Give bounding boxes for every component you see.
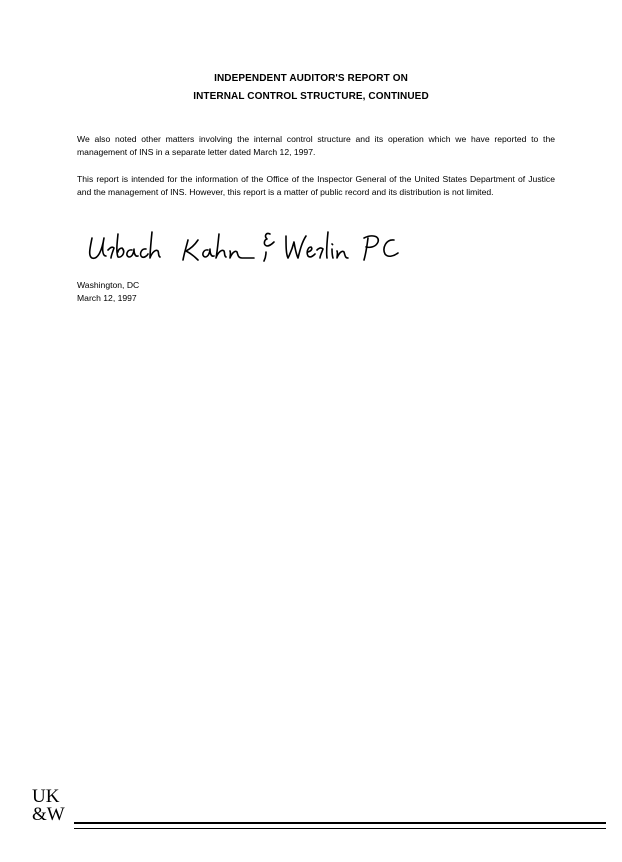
report-title-line-1: INDEPENDENT AUDITOR'S REPORT ON (214, 73, 408, 84)
report-title-line-2: INTERNAL CONTROL STRUCTURE, CONTINUED (193, 91, 429, 102)
logo-line-2: &W (32, 804, 65, 825)
paragraph-other-matters: We also noted other matters involving the internal control structure and its operation which we have reported to the management of INS in a separate letter dated March 12, 1997. (77, 134, 555, 157)
report-date: March 12, 1997 (77, 293, 137, 303)
signing-city: Washington, DC (77, 280, 140, 290)
handwritten-signature (80, 220, 410, 276)
logo-line-1: UK (32, 786, 60, 807)
firm-logo (32, 788, 70, 824)
footer-divider (74, 822, 606, 829)
paragraph-intended-use: This report is intended for the information of the Office of the Inspector General of the United States Department of Justice and the management of INS. However, this report is a matter of public record and its distribution is not limited. (77, 174, 555, 197)
